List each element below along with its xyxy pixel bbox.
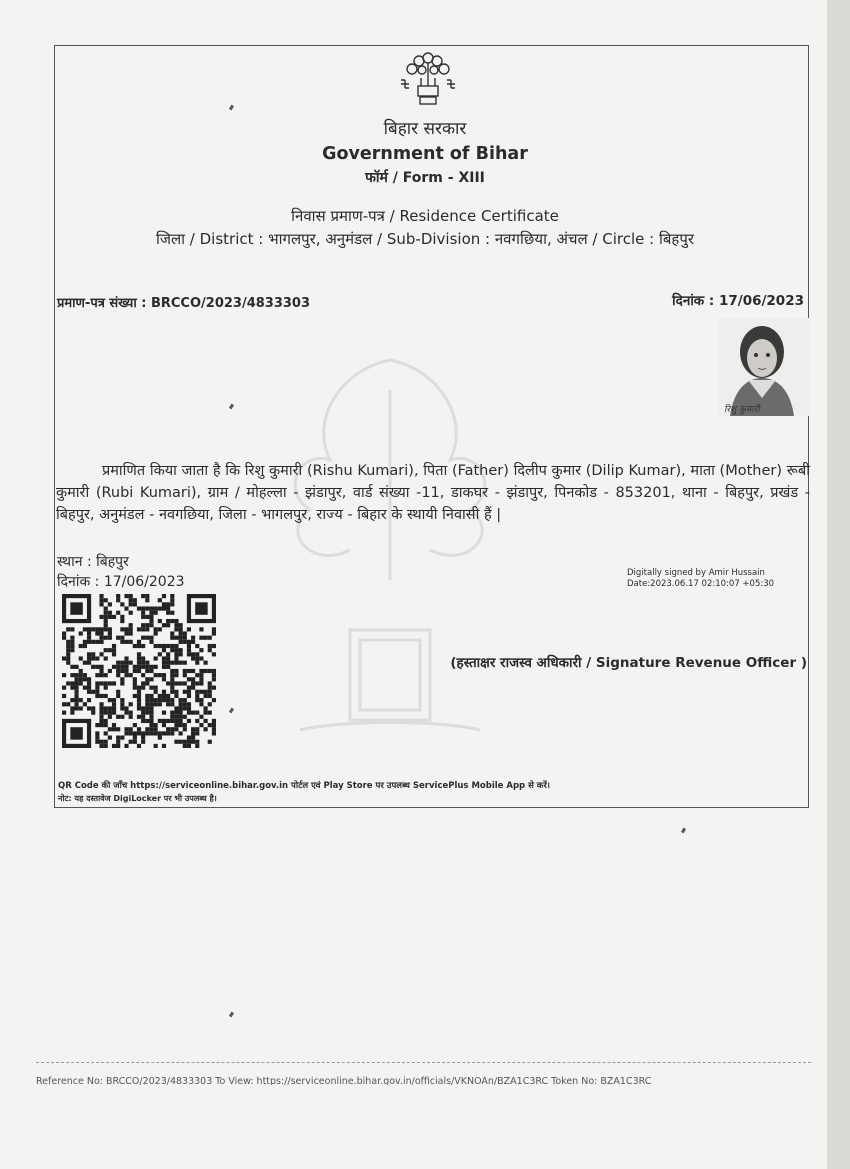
qr-code-icon[interactable] <box>62 594 216 748</box>
statement-text: प्रमाणित किया जाता है कि रिशु कुमारी (Rishu Kumari), पिता (Father) दिलीप कुमार (Dilip Kumar), माता (Mother) रूबी कुमारी (Rubi Kumari), ग्राम / मोहल्ला - झंडापुर, वार्ड संख्या -11, डाकघर - झंडापुर, पिनकोड - 853201, थाना - बिहपुर, प्रखंड - बिहपुर, अनुमंडल - नवगछिया, जिला - भागलपुर, राज्य - बिहार के स्थायी निवासी हैं | <box>56 463 810 523</box>
place-label: स्थान : बिहपुर <box>57 554 129 570</box>
govt-title-hindi: बिहार सरकार <box>383 119 467 139</box>
digilocker-note: नोट: यह दस्तावेज DigiLocker पर भी उपलब्ध है। <box>58 794 217 803</box>
digital-signature-date: Date:2023.06.17 02:10:07 +05:30 <box>627 579 775 589</box>
govt-title-english: Government of Bihar <box>322 144 528 164</box>
issue-date: दिनांक : 17/06/2023 <box>57 574 185 590</box>
digital-signature-name: Digitally signed by Amir Hussain <box>627 568 765 578</box>
qr-verification-note: QR Code की जाँच https://serviceonline.bihar.gov.in पोर्टल एवं Play Store पर उपलब्ध ServicePlus Mobile App से करें। <box>58 781 551 791</box>
reference-text: Reference No: BRCCO/2023/4833303 To View: https://serviceonline.bihar.gov.in/officials/VKNOAn/BZA1C3RC Token No: BZA1C3RC <box>36 1076 652 1085</box>
reference-strip <box>36 1076 796 1085</box>
jurisdiction-line: जिला / District : भागलपुर, अनुमंडल / Sub-Division : नवगछिया, अंचल / Circle : बिहपुर <box>155 230 695 248</box>
certificate-date: दिनांक : 17/06/2023 <box>672 293 804 309</box>
certificate-number: प्रमाण-पत्र संख्या : BRCCO/2023/4833303 <box>57 296 311 311</box>
signature-label <box>450 653 807 671</box>
bihar-emblem-icon <box>395 48 461 112</box>
signature-label-text: (हस्ताक्षर राजस्व अधिकारी / Signature Revenue Officer ) <box>450 655 807 671</box>
certificate-statement <box>56 460 810 526</box>
footer-divider <box>36 1062 811 1063</box>
applicant-photo <box>718 318 810 416</box>
form-number: फॉर्म / Form - XIII <box>365 170 485 186</box>
photo-signature: रिशु कुमारी <box>724 405 760 415</box>
certificate-title: निवास प्रमाण-पत्र / Residence Certificate <box>291 207 559 225</box>
